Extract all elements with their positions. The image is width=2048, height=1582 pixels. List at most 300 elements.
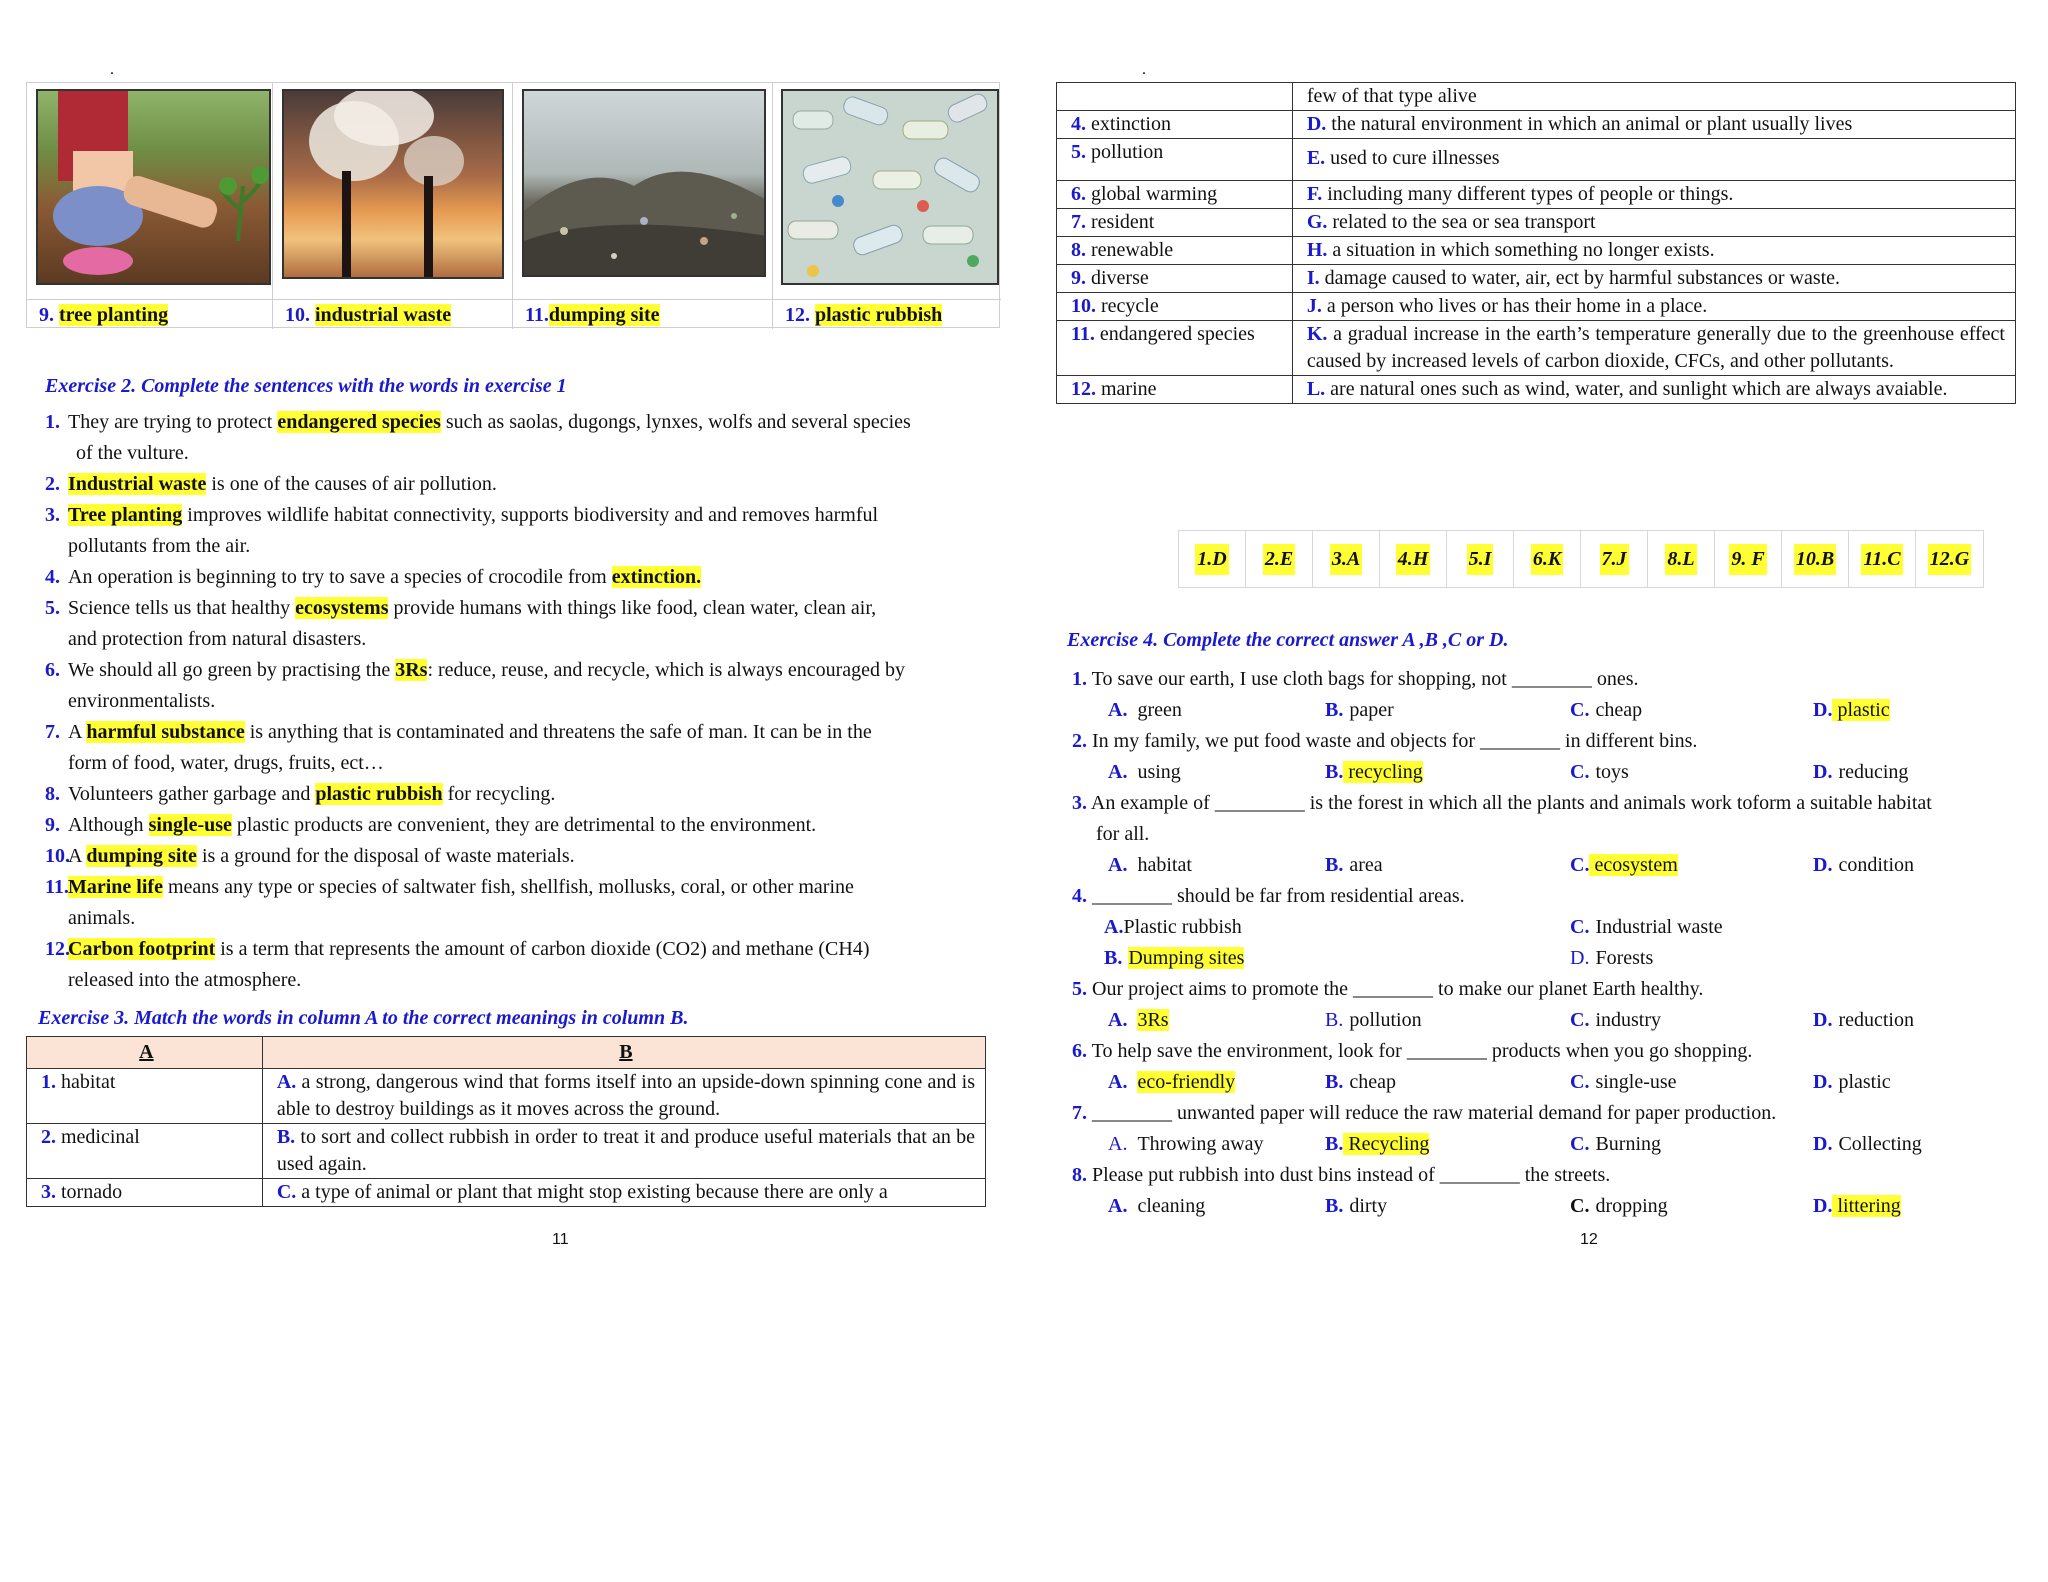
column-a-cell: [1057, 111, 1293, 139]
sentence-item: [45, 407, 1005, 469]
option-d: [1813, 850, 1914, 881]
meaning: a strong, dangerous wind that forms itself into an upside-down spinning cone and is able to destroy buildings as it moves across the ground.: [276, 1071, 975, 1120]
sentence-continuation: environmentalists.: [68, 690, 216, 712]
item-number: 8.: [45, 783, 60, 805]
column-a-cell: [1057, 265, 1293, 293]
question-number: 5.: [1072, 978, 1087, 1000]
option-b: [1325, 1129, 1429, 1160]
answer-highlight: 3Rs: [395, 659, 428, 681]
answer-key-row: [1178, 530, 1984, 588]
landfill-photo: [522, 89, 766, 277]
sentence-item: [45, 562, 1005, 593]
sentence-item: [45, 934, 1005, 996]
table-row: [1057, 111, 2016, 139]
option-text: condition: [1838, 854, 1914, 876]
column-a-cell: [27, 1069, 263, 1124]
answer-cell: [1782, 531, 1849, 587]
option-letter: B.: [1325, 761, 1344, 783]
item-number: 4.: [45, 566, 60, 588]
option-letter: C.: [1570, 854, 1590, 876]
option-letter: C.: [1570, 761, 1590, 783]
option-letter: D.: [1813, 699, 1833, 721]
option-letter: A.: [1108, 1009, 1128, 1031]
option-text: Throwing away: [1137, 1133, 1264, 1155]
sentence-text: improves wildlife habitat connectivity, supports biodiversity and and removes harmful: [182, 504, 879, 526]
column-a-header: A: [27, 1037, 263, 1069]
answer-cell: [1715, 531, 1782, 587]
item-number: 10.: [45, 845, 70, 867]
question-number: 7.: [1072, 1102, 1087, 1124]
correct-answer-highlight: recycling: [1343, 761, 1423, 783]
word: habitat: [56, 1071, 116, 1093]
answer-key: 8.L: [1665, 544, 1696, 575]
column-b-header: B: [262, 1037, 985, 1069]
left-page: [0, 0, 1020, 1582]
option-c: [1570, 757, 1629, 788]
sentence-continuation: and protection from natural disasters.: [68, 628, 367, 650]
answer-cell: [1246, 531, 1313, 587]
question-5: [1072, 974, 2042, 1005]
column-a-cell: [1057, 83, 1293, 111]
table-row: [1057, 83, 2016, 111]
option-letter: B.: [1325, 1071, 1344, 1093]
question-number: 2.: [1072, 730, 1087, 752]
answer-cell: [1581, 531, 1648, 587]
factory-smoke-photo: [282, 89, 504, 279]
option-text: Burning: [1595, 1133, 1662, 1155]
option-text: green: [1137, 699, 1182, 721]
answer-cell: [1179, 531, 1246, 587]
option-letter: B.: [1325, 1133, 1344, 1155]
caption-9: 9. tree planting: [27, 299, 272, 329]
sentence-text: is anything that is contaminated and threatens the safe of man. It can be in the: [244, 721, 872, 743]
correct-answer-highlight: littering: [1832, 1195, 1901, 1217]
page-number: 11: [552, 1231, 569, 1248]
meaning: a person who lives or has their home in a place.: [1321, 295, 1708, 317]
option-letter: D.: [1813, 761, 1833, 783]
answer-highlight: Marine life: [68, 876, 163, 898]
column-b-cell: [1292, 321, 2015, 376]
option-letter: B.: [1325, 854, 1344, 876]
answer-highlight: single-use: [148, 814, 232, 836]
option-d: [1813, 1005, 1914, 1036]
sentence-text: is a term that represents the amount of carbon dioxide (CO2) and methane (CH4): [215, 938, 870, 960]
option-letter: C.: [1570, 699, 1590, 721]
option-text: Plastic rubbish: [1123, 916, 1242, 938]
option-text: plastic: [1838, 1071, 1891, 1093]
answer-key: 12.G: [1928, 544, 1971, 575]
column-b-cell: [1292, 209, 2015, 237]
column-a-cell: [1057, 376, 1293, 404]
column-b-cell: [262, 1069, 985, 1124]
exercise-2-list: [45, 407, 1005, 996]
item-number: 12.: [45, 938, 70, 960]
option-d: [1813, 1067, 1891, 1098]
column-a-cell: [1057, 209, 1293, 237]
meaning: a situation in which something no longer exists.: [1327, 239, 1715, 261]
option-a: [1108, 1129, 1264, 1160]
sentence-continuation: released into the atmosphere.: [68, 969, 302, 991]
tree-planting-photo: [36, 89, 271, 285]
question-text: ________ unwanted paper will reduce the raw material demand for paper production.: [1087, 1102, 1777, 1124]
option-c: [1570, 1067, 1677, 1098]
question-8: [1072, 1160, 2042, 1191]
meaning-letter: G.: [1306, 211, 1328, 233]
sentence-text: such as saolas, dugongs, lynxes, wolfs and several species: [440, 411, 911, 433]
option-text: using: [1137, 761, 1181, 783]
word: medicinal: [56, 1126, 140, 1148]
sentence-item: [45, 841, 1005, 872]
answer-highlight: ecosystems: [295, 597, 389, 619]
match-table-part-2: [1056, 82, 2016, 404]
option-d: [1813, 1129, 1922, 1160]
question-text: In my family, we put food waste and objects for ________ in different bins.: [1087, 730, 1698, 752]
column-b-cell: [1292, 83, 2015, 111]
column-a-cell: [1057, 139, 1293, 181]
question-6: [1072, 1036, 2042, 1067]
row-number: 4.: [1071, 113, 1086, 135]
meaning-letter: I.: [1306, 267, 1320, 289]
option-text: Industrial waste: [1595, 916, 1723, 938]
option-b: [1104, 943, 1244, 974]
option-b: [1325, 1067, 1396, 1098]
option-text: area: [1349, 854, 1383, 876]
meaning: a type of animal or plant that might stop existing because there are only a: [296, 1181, 888, 1203]
meaning: damage caused to water, air, ect by harmful substances or waste.: [1319, 267, 1841, 289]
table-row: [27, 1124, 986, 1179]
answer-key: 11.C: [1861, 544, 1902, 575]
question-number: 6.: [1072, 1040, 1087, 1062]
sentence-text: They are trying to protect: [68, 411, 278, 433]
option-text: cheap: [1349, 1071, 1396, 1093]
correct-answer-highlight: 3Rs: [1137, 1009, 1169, 1031]
sentence-continuation: pollutants from the air.: [68, 535, 251, 557]
answer-cell: [1648, 531, 1715, 587]
column-b-cell: [1292, 181, 2015, 209]
answer-highlight: extinction.: [611, 566, 702, 588]
table-row: [27, 1069, 986, 1124]
picture-table: [26, 82, 1000, 328]
option-letter: D.: [1570, 947, 1590, 969]
question-3: [1072, 788, 2042, 850]
option-letter: A.: [1108, 1133, 1128, 1155]
sentence-item: [45, 810, 1005, 841]
meaning-letter: D.: [1306, 113, 1327, 135]
row-number: 11.: [1071, 323, 1095, 345]
meaning: used to cure illnesses: [1325, 147, 1500, 169]
page-mark: .: [1142, 61, 1146, 78]
answer-cell: [1916, 531, 1983, 587]
column-a-cell: [1057, 237, 1293, 265]
column-b-cell: [1292, 237, 2015, 265]
option-a: [1108, 695, 1182, 726]
answer-cell: [1514, 531, 1581, 587]
option-text: reducing: [1838, 761, 1909, 783]
option-text: cleaning: [1137, 1195, 1206, 1217]
page-number: 12: [1580, 1231, 1598, 1248]
sentence-text: is one of the causes of air pollution.: [206, 473, 497, 495]
option-a: [1108, 1067, 1235, 1098]
answer-cell: [1849, 531, 1916, 587]
option-a: [1108, 1191, 1205, 1222]
option-letter: A.: [1108, 761, 1128, 783]
sentence-item: [45, 872, 1005, 934]
word: extinction: [1086, 113, 1171, 135]
match-table-part-1: [26, 1036, 986, 1207]
option-text: Collecting: [1838, 1133, 1922, 1155]
row-number: 12.: [1071, 378, 1096, 400]
page-mark: .: [110, 61, 114, 78]
question-number: 8.: [1072, 1164, 1087, 1186]
column-a-cell: [1057, 293, 1293, 321]
sentence-item: [45, 655, 1005, 717]
item-number: 5.: [45, 597, 60, 619]
caption-11: 11.dumping site: [513, 299, 772, 329]
option-b: [1325, 1005, 1422, 1036]
correct-answer-highlight: plastic: [1832, 699, 1890, 721]
answer-key: 3.A: [1330, 544, 1362, 575]
sentence-text: Volunteers gather garbage and: [68, 783, 316, 805]
word: endangered species: [1094, 323, 1255, 345]
column-b-cell: [262, 1124, 985, 1179]
option-b: [1325, 695, 1394, 726]
exercise-2-heading: Exercise 2. Complete the sentences with the words in exercise 1: [45, 375, 567, 397]
answer-key: 9. F: [1729, 544, 1766, 575]
sentence-text: for recycling.: [442, 783, 556, 805]
answer-key: 4.H: [1396, 544, 1431, 575]
meaning-letter: L.: [1306, 378, 1326, 400]
option-d: [1813, 757, 1908, 788]
meaning-letter: A.: [276, 1071, 297, 1093]
exercise-3-heading: Exercise 3. Match the words in column A to the correct meanings in column B.: [38, 1007, 689, 1029]
option-text: single-use: [1595, 1071, 1677, 1093]
column-b-cell: [262, 1179, 985, 1207]
table-row: [1057, 265, 2016, 293]
table-row: [1057, 139, 2016, 181]
option-letter: C.: [1570, 1133, 1590, 1155]
question-text: An example of _________ is the forest in which all the plants and animals work toform a suitable habitat: [1087, 792, 1932, 814]
option-c: [1570, 1005, 1661, 1036]
row-number: 3.: [41, 1181, 56, 1203]
meaning-letter: F.: [1306, 183, 1323, 205]
question-2: [1072, 726, 2042, 757]
option-letter: A.: [1108, 854, 1128, 876]
row-number: 2.: [41, 1126, 56, 1148]
option-c: [1570, 695, 1642, 726]
answer-key: 2.E: [1263, 544, 1295, 575]
picture-cell-10: [273, 83, 513, 329]
sentence-text: provide humans with things like food, clean water, clean air,: [388, 597, 877, 619]
option-text: toys: [1595, 761, 1629, 783]
sentence-item: [45, 717, 1005, 779]
option-text: industry: [1595, 1009, 1662, 1031]
answer-key: 10.B: [1794, 544, 1836, 575]
row-number: 1.: [41, 1071, 56, 1093]
table-row: [1057, 321, 2016, 376]
table-row: [1057, 181, 2016, 209]
option-a: [1108, 1005, 1169, 1036]
answer-cell: [1313, 531, 1380, 587]
option-b: [1325, 850, 1383, 881]
answer-highlight: plastic rubbish: [315, 783, 443, 805]
column-b-cell: [1292, 139, 2015, 181]
table-header-row: [27, 1037, 986, 1069]
meaning: are natural ones such as wind, water, and sunlight which are always avaiable.: [1325, 378, 1948, 400]
sentence-text: means any type or species of saltwater fish, shellfish, mollusks, coral, or other marine: [162, 876, 854, 898]
option-letter: C.: [1570, 1195, 1590, 1217]
option-letter: A.: [1104, 916, 1124, 938]
meaning-letter: H.: [1306, 239, 1328, 261]
option-letter: A.: [1108, 699, 1128, 721]
word: tornado: [56, 1181, 123, 1203]
option-a: [1108, 850, 1192, 881]
option-text: dropping: [1595, 1195, 1668, 1217]
question-text: ________ should be far from residential areas.: [1087, 885, 1465, 907]
option-c: [1570, 1129, 1661, 1160]
option-c: [1570, 912, 1723, 943]
option-a: [1108, 757, 1181, 788]
column-a-cell: [1057, 321, 1293, 376]
option-letter: D.: [1813, 854, 1833, 876]
correct-answer-highlight: ecosystem: [1589, 854, 1678, 876]
option-c: [1570, 850, 1678, 881]
option-d: [1570, 943, 1653, 974]
question-text: To help save the environment, look for ________ products when you go shopping.: [1087, 1040, 1753, 1062]
row-number: 5.: [1071, 141, 1086, 163]
caption-12: 12. plastic rubbish: [773, 299, 1001, 329]
sentence-item: [45, 500, 1005, 562]
question-text: To save our earth, I use cloth bags for shopping, not ________ ones.: [1087, 668, 1639, 690]
sentence-text: plastic products are convenient, they are detrimental to the environment.: [231, 814, 817, 836]
question-text: Please put rubbish into dust bins instead of ________ the streets.: [1087, 1164, 1611, 1186]
table-row: [1057, 237, 2016, 265]
sentence-continuation: form of food, water, drugs, fruits, ect…: [68, 752, 384, 774]
meaning-letter: E.: [1306, 147, 1326, 169]
column-a-cell: [1057, 181, 1293, 209]
sentence-text: Science tells us that healthy: [68, 597, 296, 619]
correct-answer-highlight: eco-friendly: [1137, 1071, 1236, 1093]
answer-highlight: harmful substance: [86, 721, 245, 743]
word: diverse: [1086, 267, 1149, 289]
option-letter: D.: [1813, 1133, 1833, 1155]
answer-highlight: endangered species: [277, 411, 441, 433]
option-text: paper: [1349, 699, 1394, 721]
answer-highlight: dumping site: [86, 845, 197, 867]
row-number: 10.: [1071, 295, 1096, 317]
picture-cell-9: [27, 83, 273, 329]
sentence-continuation: of the vulture.: [76, 442, 189, 464]
picture-cell-11: [513, 83, 773, 329]
option-letter: A.: [1108, 1195, 1128, 1217]
item-number: 6.: [45, 659, 60, 681]
option-letter: D.: [1813, 1009, 1833, 1031]
option-letter: D.: [1813, 1071, 1833, 1093]
sentence-text: A: [68, 721, 87, 743]
question-4: [1072, 881, 2042, 912]
option-letter: A.: [1108, 1071, 1128, 1093]
meaning: the natural environment in which an animal or plant usually lives: [1326, 113, 1853, 135]
answer-highlight: Carbon footprint: [68, 938, 216, 960]
word: marine: [1096, 378, 1157, 400]
sentence-text: is a ground for the disposal of waste materials.: [196, 845, 575, 867]
option-letter: C.: [1570, 916, 1590, 938]
meaning: a gradual increase in the earth’s temperature generally due to the greenhouse effect caused by increased levels of carbon dioxide, CFCs, and other pollutants.: [1306, 323, 2005, 372]
option-letter: C.: [1570, 1009, 1590, 1031]
sentence-text: : reduce, reuse, and recycle, which is always encouraged by: [427, 659, 906, 681]
option-letter: D.: [1813, 1195, 1833, 1217]
sentence-item: [45, 779, 1005, 810]
word: renewable: [1086, 239, 1174, 261]
word: resident: [1086, 211, 1155, 233]
question-number: 3.: [1072, 792, 1087, 814]
option-text: Forests: [1595, 947, 1654, 969]
question-continuation: for all.: [1096, 823, 1150, 845]
option-text: pollution: [1349, 1009, 1422, 1031]
row-number: 7.: [1071, 211, 1086, 233]
table-row: [27, 1179, 986, 1207]
sentence-text: An operation is beginning to try to save a species of crocodile from: [68, 566, 612, 588]
option-text: cheap: [1595, 699, 1643, 721]
meaning: related to the sea or sea transport: [1327, 211, 1596, 233]
option-b: [1325, 757, 1423, 788]
option-c: [1570, 1191, 1668, 1222]
row-number: 8.: [1071, 239, 1086, 261]
table-row: [1057, 293, 2016, 321]
meaning-letter: C.: [276, 1181, 297, 1203]
column-b-cell: [1292, 265, 2015, 293]
meaning-letter: K.: [1306, 323, 1328, 345]
item-number: 9.: [45, 814, 60, 836]
option-letter: B.: [1325, 1009, 1344, 1031]
plastic-bottles-photo: [781, 89, 999, 285]
sentence-continuation: animals.: [68, 907, 136, 929]
table-row: [1057, 376, 2016, 404]
question-1: [1072, 664, 2042, 695]
option-letter: B.: [1104, 947, 1123, 969]
answer-cell: [1380, 531, 1447, 587]
option-text: habitat: [1137, 854, 1192, 876]
answer-cell: [1447, 531, 1514, 587]
item-number: 1.: [45, 411, 60, 433]
row-number: 9.: [1071, 267, 1086, 289]
sentence-item: [45, 593, 1005, 655]
answer-key: 1.D: [1195, 544, 1228, 575]
word: global warming: [1086, 183, 1218, 205]
sentence-text: Although: [68, 814, 149, 836]
option-letter: C.: [1570, 1071, 1590, 1093]
item-number: 2.: [45, 473, 60, 495]
correct-answer-highlight: Dumping sites: [1128, 947, 1245, 969]
word: pollution: [1086, 141, 1164, 163]
answer-key: 6.K: [1531, 544, 1563, 575]
option-text: reduction: [1838, 1009, 1914, 1031]
answer-key: 7.J: [1600, 544, 1629, 575]
answer-key: 5.I: [1467, 544, 1494, 575]
answer-highlight: Tree planting: [68, 504, 183, 526]
picture-cell-12: [773, 83, 1001, 329]
item-number: 7.: [45, 721, 60, 743]
correct-answer-highlight: Recycling: [1343, 1133, 1430, 1155]
option-d: [1813, 695, 1890, 726]
option-letter: B.: [1325, 699, 1344, 721]
sentence-text: We should all go green by practising the: [68, 659, 396, 681]
meaning-letter: J.: [1306, 295, 1322, 317]
option-text: dirty: [1349, 1195, 1388, 1217]
column-a-cell: [27, 1179, 263, 1207]
table-row: [1057, 209, 2016, 237]
word: recycle: [1096, 295, 1159, 317]
sentence-text: A: [68, 845, 87, 867]
